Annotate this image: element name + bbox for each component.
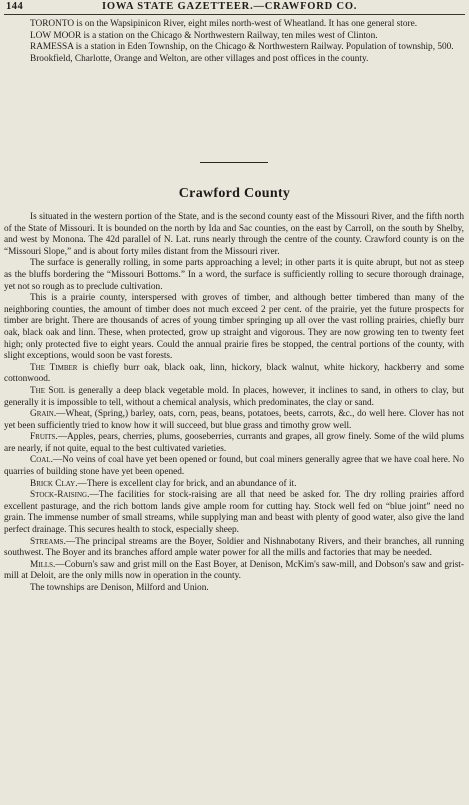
page-number: 144 (6, 1, 24, 12)
running-title: IOWA STATE GAZETTEER.—CRAWFORD CO. (102, 1, 358, 12)
paragraph-lead: Coal. (30, 455, 53, 466)
paragraph-text: —Apples, pears, cherries, plums, gooseberries, currants and grapes, all grow finely. Some of the wild plums are nearly, if not quite, equal to the best cultivated varieties. (4, 432, 464, 454)
paragraph-text: This is a prairie county, interspersed with groves of timber, and although better timbered than many of the neighboring counties, the amount of timber does not much exceed 2 per cent. of the prairie, yet the future prospects for timber are bright. There are thousands of acres of young timber springing up all over the vast rolling prairies, chiefly burr oak, black oak and linn. These, when protected, grow up straight and vigorous. They are now growing ten to twenty feet high; only protected five to eight years. Could the annual prairie fires be stopped, the central portions of the county, with slight exceptions, would soon be vast forests. (4, 293, 464, 362)
paragraph (4, 583, 464, 595)
paragraph (4, 455, 464, 478)
paragraph-lead: Fruits. (30, 432, 58, 443)
paragraph (4, 537, 464, 560)
paragraph-other-villages: Brookfield, Charlotte, Orange and Welton, are other villages and post offices in the county. (30, 53, 369, 64)
paragraph (4, 490, 464, 536)
crawford-county-text (4, 212, 464, 595)
paragraph-lead: Grain. (30, 409, 57, 420)
paragraph (4, 386, 464, 409)
paragraph (4, 293, 464, 363)
paragraph (4, 363, 464, 386)
previous-county-entries (4, 19, 464, 65)
paragraph-text: Is situated in the western portion of the State, and is the second county east of the Missouri River, and the fifth north of the State of Missouri. It is bounded on the north by Ida and Sac counties, on the east by Carroll, on the south by Shelby, and west by Monona. The 42d parallel of N. Lat. runs nearly through the centre of the county. Crawford county is on the “Missouri Slope,” and is about forty miles distant from the Missouri river. (4, 212, 464, 257)
paragraph (4, 258, 464, 293)
paragraph-text: —The principal streams are the Boyer, Soldier and Nishnabotany Rivers, and their branches, all running southwest. The Boyer and its branches afford ample water power for all the mills and factories that may be needed. (4, 536, 464, 559)
paragraph-text: The townships are Denison, Milford and Union. (30, 583, 209, 593)
paragraph-lead: Brick Clay. (30, 478, 78, 489)
paragraph-text: is generally a deep black vegetable mold. In places, however, it inclines to sand, in others to clay, but generally it is impossible to tell, without a chemical analysis, which predominates, the clay or sand. (4, 385, 464, 408)
paragraph-lead: The Timber (30, 362, 78, 373)
paragraph-lead: The Soil (30, 385, 66, 396)
paragraph (4, 560, 464, 583)
paragraph-lead: Streams. (30, 536, 66, 547)
paragraph-lead: Stock-Raising. (30, 490, 90, 501)
section-title: Crawford County (178, 186, 291, 201)
paragraph-text: The surface is generally rolling, in some parts approaching a level; in other parts it is quite abrupt, but not as steep as the bluffs bordering the “Missouri Bottoms.” In a word, the surface is sufficiently rolling to secure thorough drainage, yet not so rough as to preclude cultivation. (4, 258, 464, 292)
paragraph-text: —No veins of coal have yet been opened or found, but coal miners generally agree that we have coal here. No quarries of building stone have yet been opened. (4, 455, 464, 478)
paragraph-toronto: TORONTO is on the Wapsipinicon River, eight miles north-west of Wheatland. It has one general store. (30, 19, 418, 29)
paragraph (4, 479, 464, 491)
paragraph-text: —There is excellent clay for brick, and an abundance of it. (77, 478, 297, 489)
paragraph (4, 432, 464, 455)
paragraph-low-moor: LOW MOOR is a station on the Chicago & Northwestern Railway, ten miles west of Clinton. (30, 30, 378, 41)
paragraph-text: —Coburn's saw and grist mill on the East Boyer, at Denison, McKim's saw-mill, and Dobson's saw and grist-mill at Deloit, are the only mills now in operation in the county. (4, 559, 464, 582)
paragraph (4, 409, 464, 432)
section-divider (200, 162, 268, 163)
paragraph-ramessa: RAMESSA is a station in Eden Township, on the Chicago & Northwestern Railway. Population of township, 500. (30, 42, 454, 53)
paragraph-text: —The facilities for stock-raising are all that need be asked for. The dry rolling prairies afford excellent pasturage, and the rich bottom lands give ample room for cutting hay. Stock well fed on “blue joint” need no grain. The immense number of small streams, while supplying man and beast with plenty of good water, also give the land perfect drainage. This secures health to stock, especially sheep. (4, 490, 464, 536)
page-header (4, 0, 465, 15)
paragraph-lead: Mills. (30, 559, 56, 570)
paragraph-text: is chiefly burr oak, black oak, linn, hickory, black walnut, white hickory, hackberry and some cottonwood. (4, 362, 464, 385)
paragraph-text: —Wheat, (Spring,) barley, oats, corn, peas, beans, potatoes, beets, carrots, &c., do well here. Clover has not yet been sufficiently tried to know how it will succeed, but blue grass and timothy grow well. (4, 409, 464, 431)
paragraph (4, 212, 464, 258)
